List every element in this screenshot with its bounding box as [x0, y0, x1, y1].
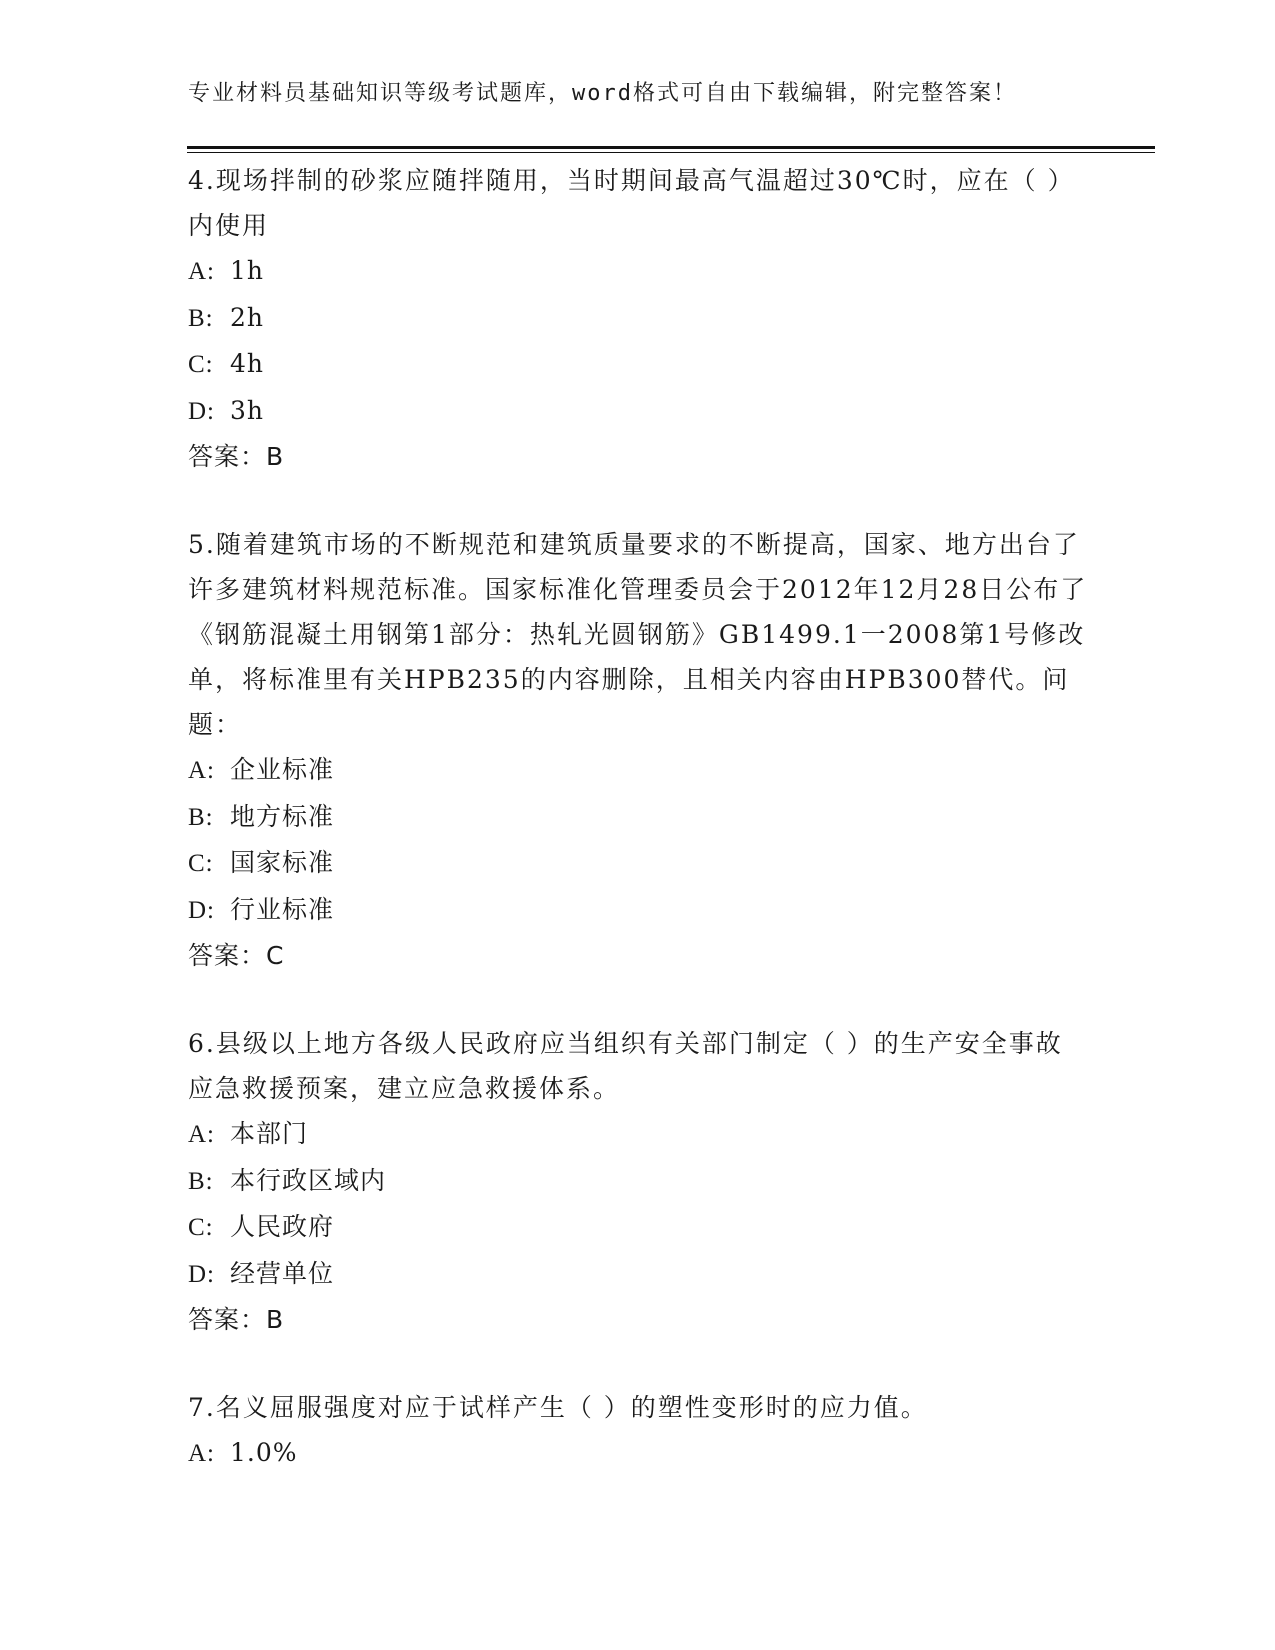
header-rule-thin	[187, 152, 1155, 153]
question-number: 7.	[188, 1393, 216, 1422]
question-5	[188, 522, 1088, 978]
question-list	[188, 158, 1088, 1520]
option-label: B:	[188, 1167, 214, 1195]
option-label: C:	[188, 351, 214, 378]
option-text: 2h	[230, 302, 265, 332]
question-body: 名义屈服强度对应于试样产生（ ）的塑性变形时的应力值。	[215, 1393, 928, 1422]
option-a	[188, 747, 1088, 794]
option-d	[188, 388, 1088, 435]
option-label: B:	[188, 304, 214, 332]
option-label: A:	[188, 1440, 215, 1467]
option-c	[188, 341, 1088, 388]
option-text: 1.0%	[230, 1438, 298, 1467]
option-text: 4h	[230, 349, 265, 378]
question-number: 6.	[188, 1029, 216, 1058]
option-text: 本部门	[230, 1119, 309, 1148]
option-c	[188, 1204, 1088, 1251]
option-b	[188, 1158, 1088, 1205]
question-body: 现场拌制的砂浆应随拌随用，当时期间最高气温超过30℃时，应在（ ）内使用	[188, 166, 1075, 240]
option-text: 行业标准	[230, 894, 335, 924]
option-d	[188, 1251, 1088, 1298]
option-a	[188, 1430, 1088, 1477]
answer-value: B	[266, 442, 285, 471]
option-label: D:	[188, 397, 215, 425]
answer-prefix: 答案：	[188, 941, 267, 970]
question-text	[188, 158, 1088, 248]
option-text: 企业标准	[230, 755, 335, 784]
option-a	[188, 248, 1088, 295]
answer-line	[188, 434, 1088, 479]
option-label: C:	[188, 1214, 214, 1241]
option-label: A:	[188, 757, 215, 784]
header-rule-thick	[187, 146, 1155, 149]
question-body: 县级以上地方各级人民政府应当组织有关部门制定（ ）的生产安全事故应急救援预案，建立应急救援体系。	[188, 1029, 1063, 1103]
option-text: 本行政区域内	[230, 1165, 387, 1195]
answer-line	[188, 1297, 1088, 1342]
answer-line	[188, 933, 1088, 978]
option-label: B:	[188, 803, 214, 831]
option-a	[188, 1111, 1088, 1158]
question-body: 随着建筑市场的不断规范和建筑质量要求的不断提高，国家、地方出台了许多建筑材料规范标准。国家标准化管理委员会于2012年12月28日公布了《钢筋混凝土用钢第1部分：热轧光圆钢筋》GB1499.1一2008第1号修改单，将标准里有关HPB235的内容删除，且相关内容由HPB300替代。问题：	[188, 530, 1088, 739]
option-text: 人民政府	[230, 1212, 335, 1241]
question-number: 4.	[188, 166, 216, 195]
question-number: 5.	[188, 530, 216, 559]
option-b	[188, 794, 1088, 841]
option-text: 国家标准	[230, 848, 335, 877]
option-text: 经营单位	[230, 1258, 335, 1288]
option-label: C:	[188, 850, 214, 877]
question-text	[188, 1021, 1088, 1111]
option-text: 地方标准	[230, 801, 335, 831]
option-label: A:	[188, 1121, 215, 1148]
answer-prefix: 答案：	[188, 442, 267, 471]
answer-value: B	[266, 1305, 285, 1334]
answer-value: C	[266, 941, 285, 970]
option-label: D:	[188, 1260, 215, 1288]
option-b	[188, 295, 1088, 342]
question-text	[188, 1385, 1088, 1430]
answer-prefix: 答案：	[188, 1305, 267, 1334]
question-7	[188, 1385, 1088, 1477]
option-c	[188, 840, 1088, 887]
option-d	[188, 887, 1088, 934]
option-text: 3h	[230, 395, 265, 425]
question-4	[188, 158, 1088, 479]
question-text	[188, 522, 1088, 747]
page-header: 专业材料员基础知识等级考试题库，word格式可自由下载编辑，附完整答案！	[188, 81, 1017, 106]
option-label: D:	[188, 896, 215, 924]
question-6	[188, 1021, 1088, 1342]
option-label: A:	[188, 258, 215, 285]
option-text: 1h	[230, 256, 265, 285]
